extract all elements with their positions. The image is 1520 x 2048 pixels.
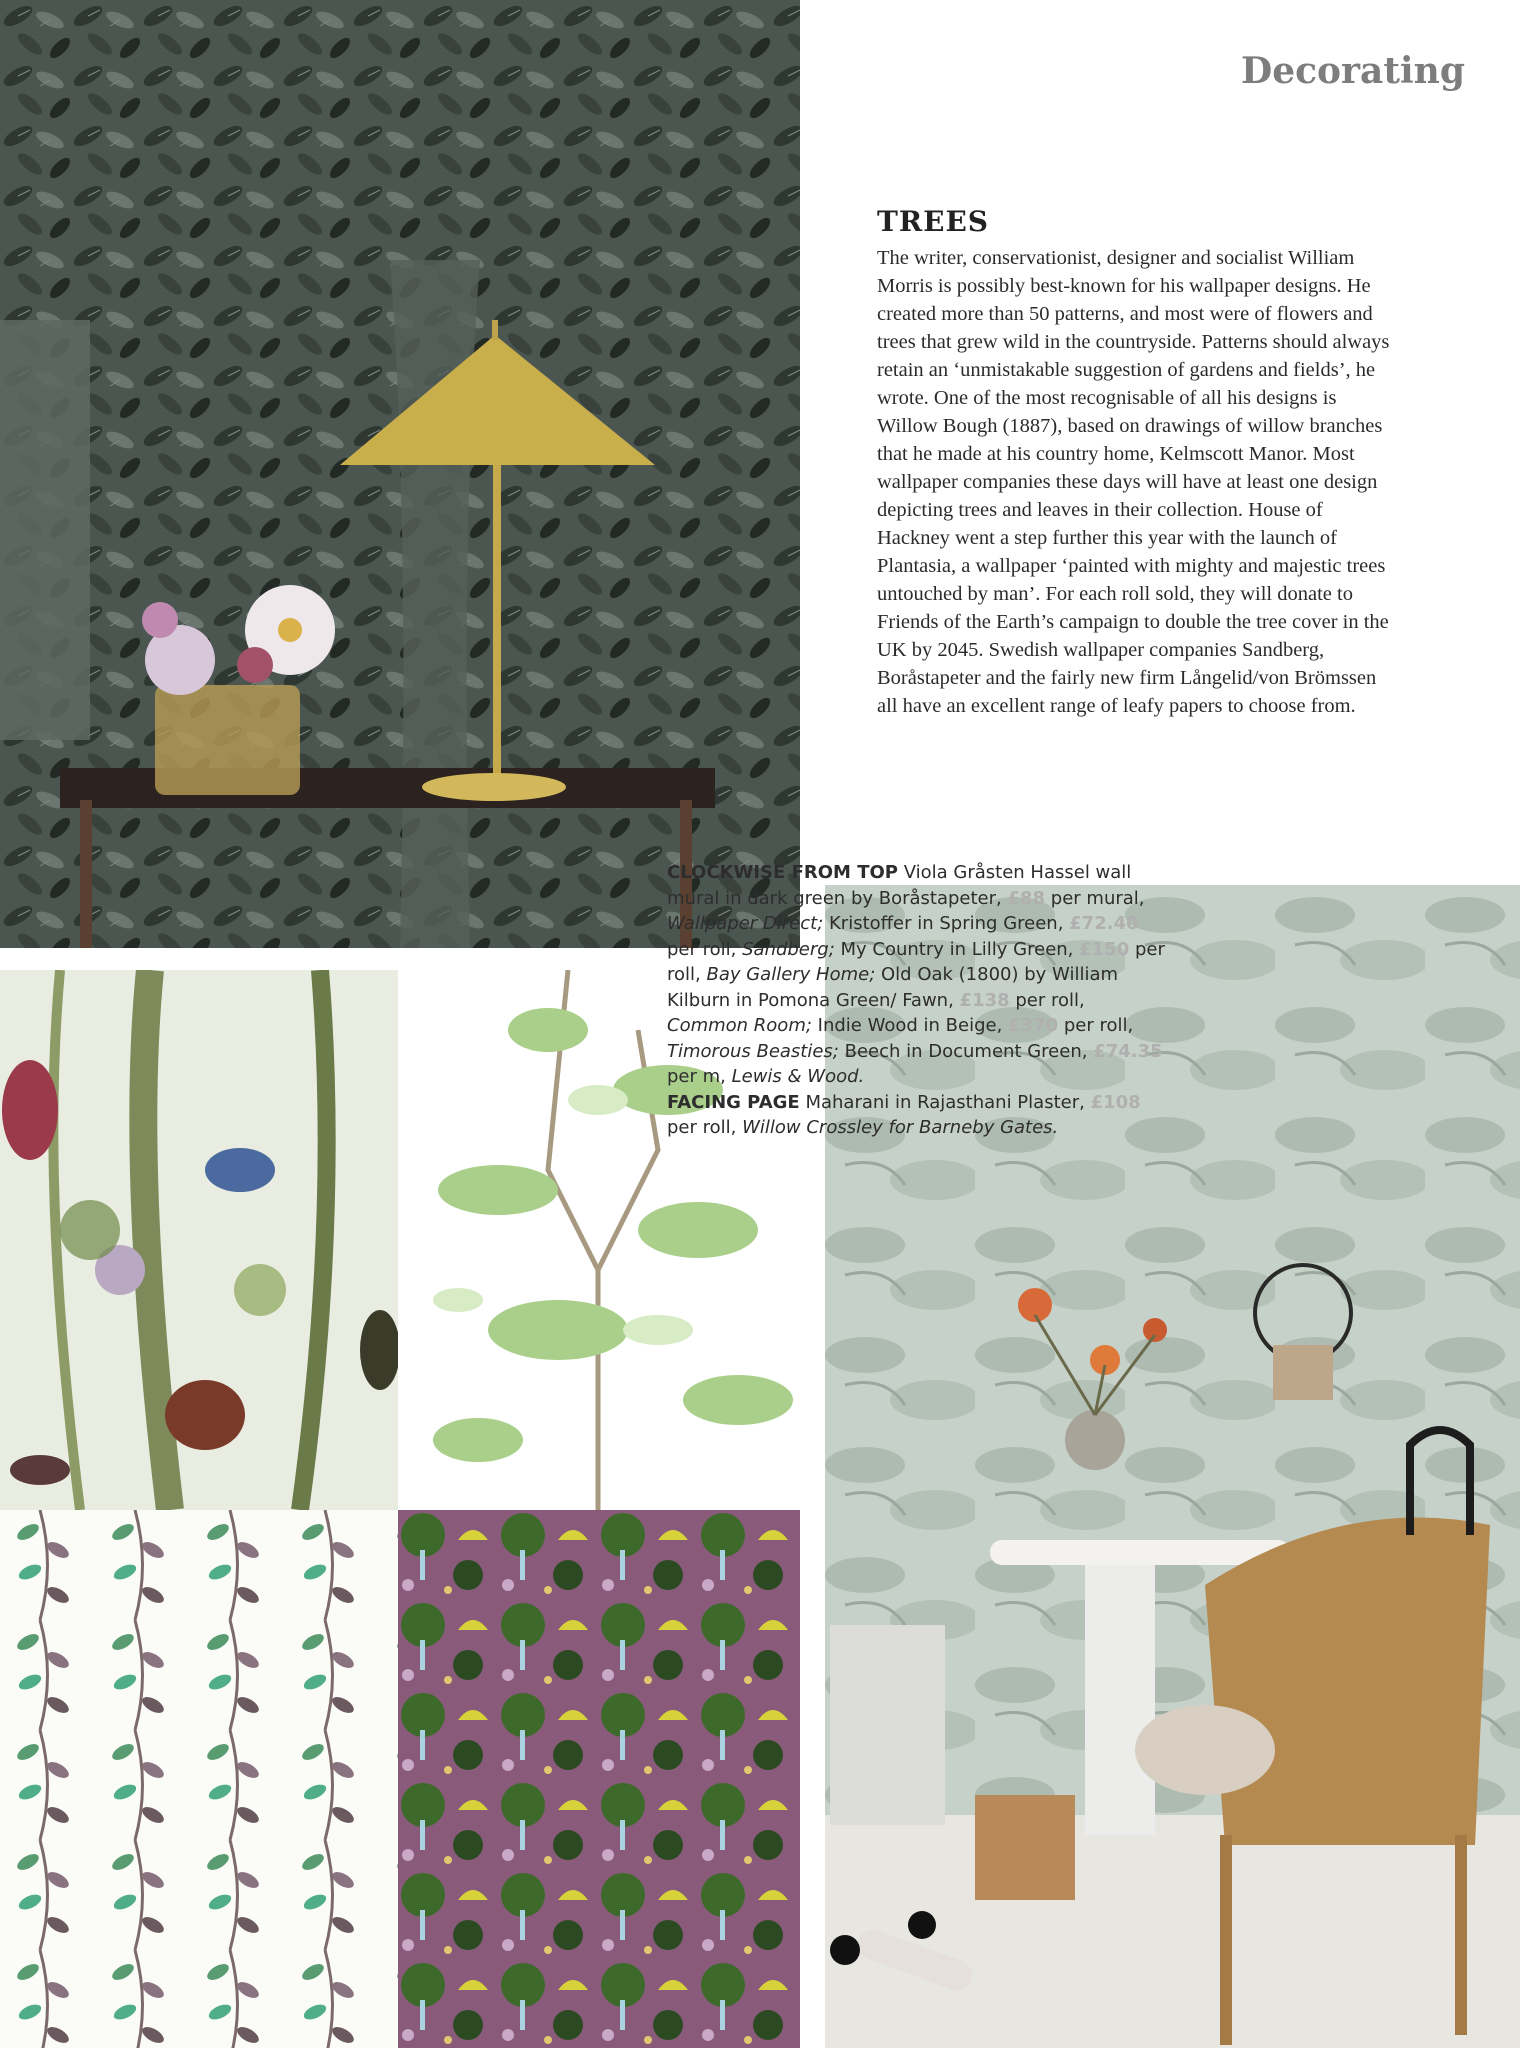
- stockist: Sandberg;: [742, 938, 835, 960]
- old-oak-swatch: [0, 1510, 398, 2048]
- stockist: Willow Crossley for Barneby Gates.: [742, 1117, 1059, 1138]
- caption-text: per roll,: [1058, 1015, 1134, 1036]
- price: £108: [1090, 1091, 1141, 1113]
- caption-text: My Country in Lilly Green,: [834, 938, 1080, 960]
- caption-text: per roll,: [667, 938, 1165, 985]
- caption-lead-facing: FACING PAGE: [667, 1091, 800, 1113]
- indie-wood-swatch: [398, 1510, 800, 2048]
- stockist: Common Room;: [667, 1015, 812, 1036]
- caption-text: Indie Wood in Beige,: [811, 1015, 1009, 1036]
- photo-caption: [667, 860, 1167, 1141]
- caption-text: Kristoffer in Spring Green,: [823, 913, 1070, 934]
- price: £74.35: [1093, 1040, 1163, 1062]
- caption-text: per roll,: [1009, 989, 1085, 1011]
- section-label: Decorating: [1241, 50, 1465, 92]
- caption-text: Beech in Document Green,: [838, 1040, 1094, 1062]
- price: £72.40: [1069, 913, 1139, 934]
- price: £88: [1007, 887, 1046, 909]
- caption-lead: CLOCKWISE FROM TOP: [667, 862, 898, 883]
- caption-text: per roll,: [667, 938, 743, 960]
- birds-trees-swatch: [0, 970, 398, 1510]
- stockist: Wallpaper Direct;: [667, 913, 824, 934]
- caption-text: per m,: [667, 1066, 732, 1087]
- caption-text: Maharani in Rajasthani Plaster,: [799, 1091, 1091, 1113]
- caption-text: Old Oak (1800) by William Kilburn in Pomona Green/ Fawn,: [667, 964, 1119, 1011]
- caption-text: per mural,: [1045, 887, 1145, 909]
- caption-text: per roll,: [667, 1117, 743, 1138]
- stockist: Lewis & Wood.: [731, 1066, 865, 1087]
- price: £138: [959, 989, 1010, 1011]
- stockist: Timorous Beasties;: [667, 1040, 839, 1062]
- caption-text: Viola Gråsten Hassel wall mural in dark green by Boråstapeter,: [667, 862, 1132, 909]
- article: [877, 205, 1397, 720]
- price: £370: [1008, 1015, 1059, 1036]
- article-title: TREES: [877, 205, 990, 238]
- mural-lamp-photo: [0, 0, 800, 948]
- price: £150: [1079, 938, 1130, 960]
- article-body: The writer, conservationist, designer and socialist William Morris is possibly best-known for his wallpaper designs. He created more than 50 patterns, and most were of flowers and trees that grew wild in the countryside. Patterns should always retain an ‘unmistakable suggestion of gardens and fields’, he wrote. One of the most recognisable of all his designs is Willow Bough (1887), based on drawings of willow branches that he made at his country home, Kelmscott Manor. Most wallpaper companies these days will have at least one design depicting trees and leaves in their collection. House of Hackney went a step further this year with the launch of Plantasia, a wallpaper ‘painted with mighty and majestic trees untouched by man’. For each roll sold, they will donate to Friends of the Earth’s campaign to double the tree cover in the UK by 2045. Swedish wallpaper companies Sandberg, Boråstapeter and the fairly new firm Långelid/von Brömssen all have an excellent range of leafy papers to choose from.: [877, 247, 1390, 717]
- stockist: Bay Gallery Home;: [706, 964, 876, 985]
